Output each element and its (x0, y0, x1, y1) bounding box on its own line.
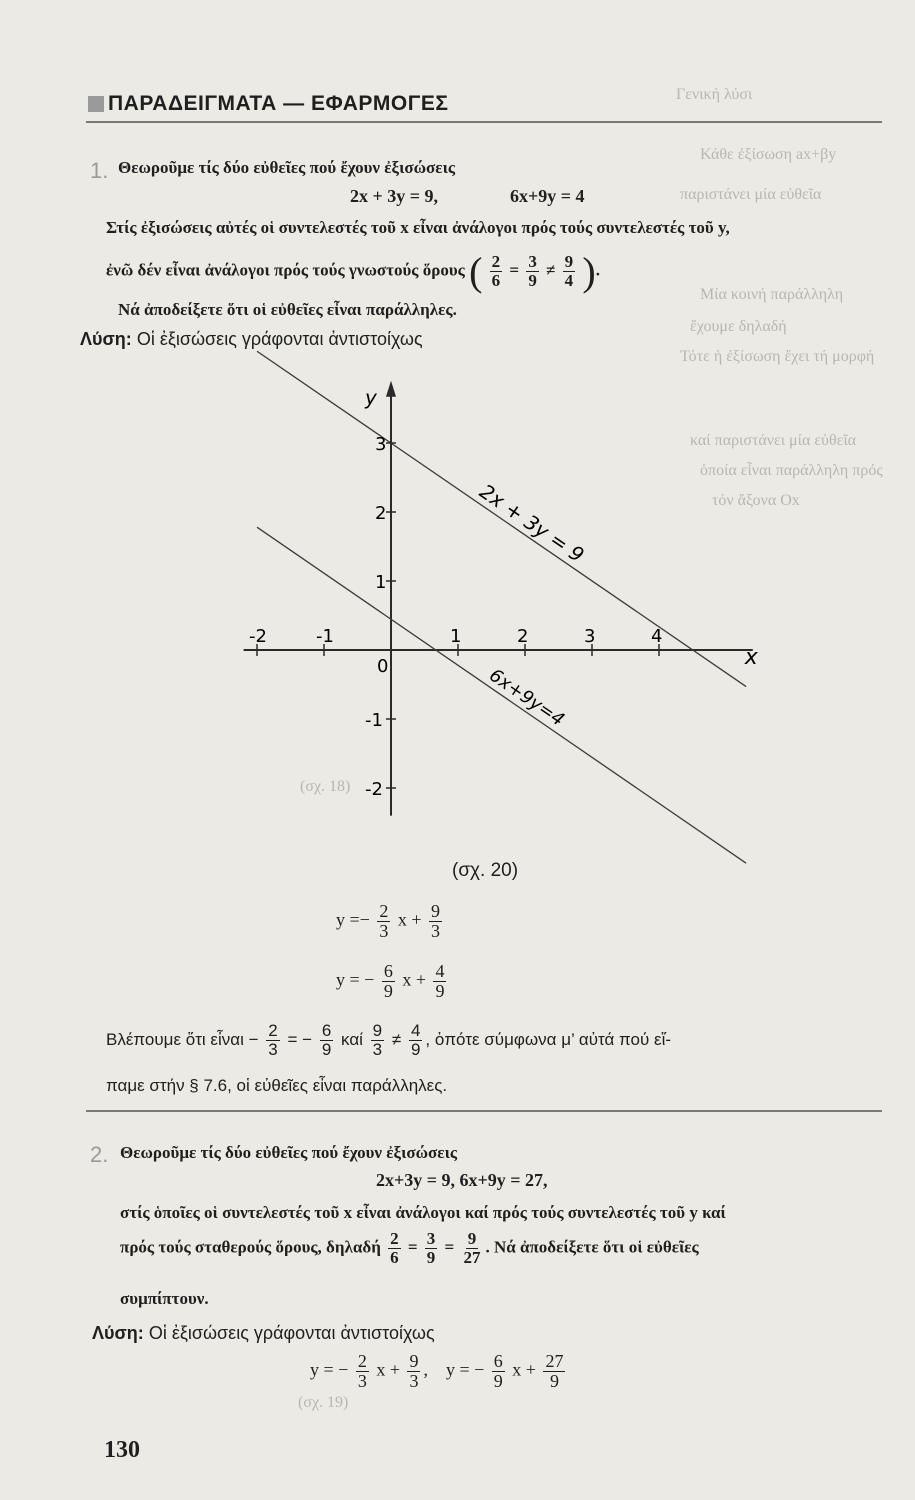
fraction: $\frac{6}{9}$ (383, 961, 393, 1001)
y-axis-label: y (365, 385, 377, 410)
example-1-text-1: Στίς ἐξισώσεις αὐτές οἱ συντελεστές τοῦ x εἶναι ἀνάλογοι πρός τούς συντελεστές τοῦ y, (106, 218, 730, 237)
fraction: $\frac{6}{9}$ (321, 1021, 332, 1059)
line-6x-9y-4 (257, 527, 746, 863)
line-1-label: 2x + 3y = 9 (475, 479, 589, 568)
line-2-label: 6x+9y=4 (485, 664, 569, 731)
y-tick-label: 3 (375, 434, 387, 455)
fraction: $\frac{4}{9}$ (435, 961, 445, 1001)
section-rule (86, 1110, 882, 1112)
bleed-through-text: ὁποία εἶναι παράλληλη πρός (700, 462, 883, 479)
example-1-eq-b: 6x+9y = 4 (510, 186, 585, 206)
fraction: $\frac{9}{3}$ (409, 1351, 419, 1391)
bleed-through-text: Γενική λύσι (676, 86, 753, 103)
y-tick-label: 2 (375, 503, 387, 524)
section-heading: ΠΑΡΑΔΕΙΓΜΑΤΑ — ΕΦΑΡΜΟΓΕΣ (108, 92, 449, 115)
fraction: $\frac{9}{27}$ (463, 1229, 481, 1267)
example-2-equations: 2x+3y = 9, 6x+9y = 27, (376, 1170, 548, 1190)
fraction: $\frac{2}{6}$ (491, 252, 501, 290)
y-tick-label: -1 (365, 710, 383, 731)
fraction: $\frac{3}{9}$ (528, 252, 537, 290)
example-2-text-3: συμπίπτουν. (120, 1289, 209, 1308)
x-tick-label: -1 (316, 626, 334, 647)
bleed-through-text: (σχ. 18) (300, 778, 351, 795)
example-2-intro: Θεωροῦμε τίς δύο εὐθεῖες πού ἔχουν ἐξισώσεις (120, 1143, 458, 1162)
fraction: $\frac{3}{9}$ (426, 1229, 436, 1267)
page-number: 130 (104, 1437, 140, 1463)
example-2-text-2: πρός τούς σταθερούς ὅρους, δηλαδή $\frac{2}{6}$ = $\frac{3}{9}$ = $\frac{9}{27}$ . Νά ἀποδείξετε ὅτι οἱ εὐθεῖες (120, 1229, 699, 1267)
example-1-text-2: ἐνῶ δέν εἶναι ἀνάλογοι πρός τούς γνωστούς ὅρους (106, 260, 465, 280)
example-2-text-1: στίς ὁποῖες οἱ συντελεστές τοῦ x εἶναι ἀνάλογοι καί πρός τούς συντελεστές τοῦ y καί (120, 1203, 726, 1222)
fraction: $\frac{2}{6}$ (390, 1229, 399, 1267)
fraction: $\frac{9}{3}$ (372, 1021, 383, 1059)
x-tick-label: -2 (249, 626, 267, 647)
solution-label: Λύση: (92, 1323, 144, 1343)
example-2-solution (92, 1323, 435, 1344)
solution-1-conclusion-line-2: παμε στήν § 7.6, οἱ εὐθεῖες εἶναι παράλληλες. (106, 1076, 448, 1095)
example-1-intro: Θεωροῦμε τίς δύο εὐθεῖες πού ἔχουν ἐξισώσεις (118, 158, 456, 177)
bleed-through-text: καί παριστάνει μία εὐθεῖα (690, 432, 857, 449)
fraction: $\frac{9}{3}$ (430, 901, 440, 941)
example-2-number: 2. (90, 1142, 109, 1167)
y-tick-label: -2 (365, 779, 383, 800)
bleed-through-text: (σχ. 19) (298, 1394, 349, 1411)
origin-label: 0 (377, 656, 389, 677)
solution-text: Οἱ ἐξισώσεις γράφονται ἀντιστοίχως (136, 329, 423, 349)
fraction: $\frac{2}{3}$ (357, 1351, 367, 1391)
solution-1-eq-2: y = − $\frac{6}{9}$ x + $\frac{4}{9}$ (336, 961, 445, 1001)
fraction: $\frac{2}{3}$ (268, 1021, 278, 1059)
x-tick-label: 1 (450, 626, 462, 647)
bleed-through-text: Μία κοινή παράλληλη (700, 286, 844, 303)
bleed-through-text: Κάθε ἐξίσωση ax+βy (700, 146, 837, 163)
example-1-text-2-row: ἐνῶ δέν εἶναι ἀνάλογοι πρός τούς γνωστούς ὅρους ( $\frac{2}{6}$ = $\frac{3}{9}$ ≠ $\frac{9}{4}$ ). (106, 249, 600, 294)
fraction: $\frac{4}{9}$ (410, 1021, 421, 1059)
solution-text: Οἱ ἐξισώσεις γράφονται ἀντιστοίχως (148, 1323, 435, 1343)
y-tick-label: 1 (375, 572, 387, 593)
paren-close: ) (582, 249, 596, 294)
paren-open: ( (469, 249, 483, 294)
figure-caption: (σχ. 20) (452, 860, 519, 881)
solution-1-conclusion: Βλέπουμε ὅτι εἶναι − $\frac{2}{3}$ = − $\frac{6}{9}$ καί $\frac{9}{3}$ ≠ $\frac{4}{9}$ , ὁπότε σύμφωνα μ’ αὐτά πού εἴ- (106, 1021, 672, 1059)
fraction: $\frac{9}{4}$ (564, 252, 574, 290)
y-axis-arrow (386, 381, 396, 397)
fraction: $\frac{27}{9}$ (545, 1351, 564, 1391)
bleed-through-text: τόν ἄξονα Ox (712, 492, 800, 509)
bleed-through-text: ἔχουμε δηλαδή (690, 318, 787, 335)
x-tick-label: 4 (651, 626, 663, 647)
example-1-task: Νά ἀποδείξετε ὅτι οἱ εὐθεῖες εἶναι παράλληλες. (118, 300, 457, 319)
fraction: $\frac{6}{9}$ (493, 1351, 503, 1391)
bleed-through-text: Τότε ἡ ἐξίσωση ἔχει τή μορφή (680, 348, 875, 365)
example-1-eq-a: 2x + 3y = 9, (350, 186, 439, 206)
bleed-through-text: παριστάνει μία εὐθεῖα (680, 186, 822, 203)
x-axis-label: x (744, 645, 758, 670)
example-2-solution-equations: y = − $\frac{2}{3}$ x + $\frac{9}{3}$ , y = − $\frac{6}{9}$ x + $\frac{27}{9}$ (310, 1351, 564, 1391)
x-tick-label: 2 (517, 626, 529, 647)
solution-label: Λύση: (80, 329, 132, 349)
solution-1-eq-1: y =− $\frac{2}{3}$ x + $\frac{9}{3}$ (336, 901, 440, 941)
example-1-number: 1. (90, 158, 109, 183)
x-tick-label: 3 (584, 626, 596, 647)
fraction: $\frac{2}{3}$ (379, 901, 389, 941)
